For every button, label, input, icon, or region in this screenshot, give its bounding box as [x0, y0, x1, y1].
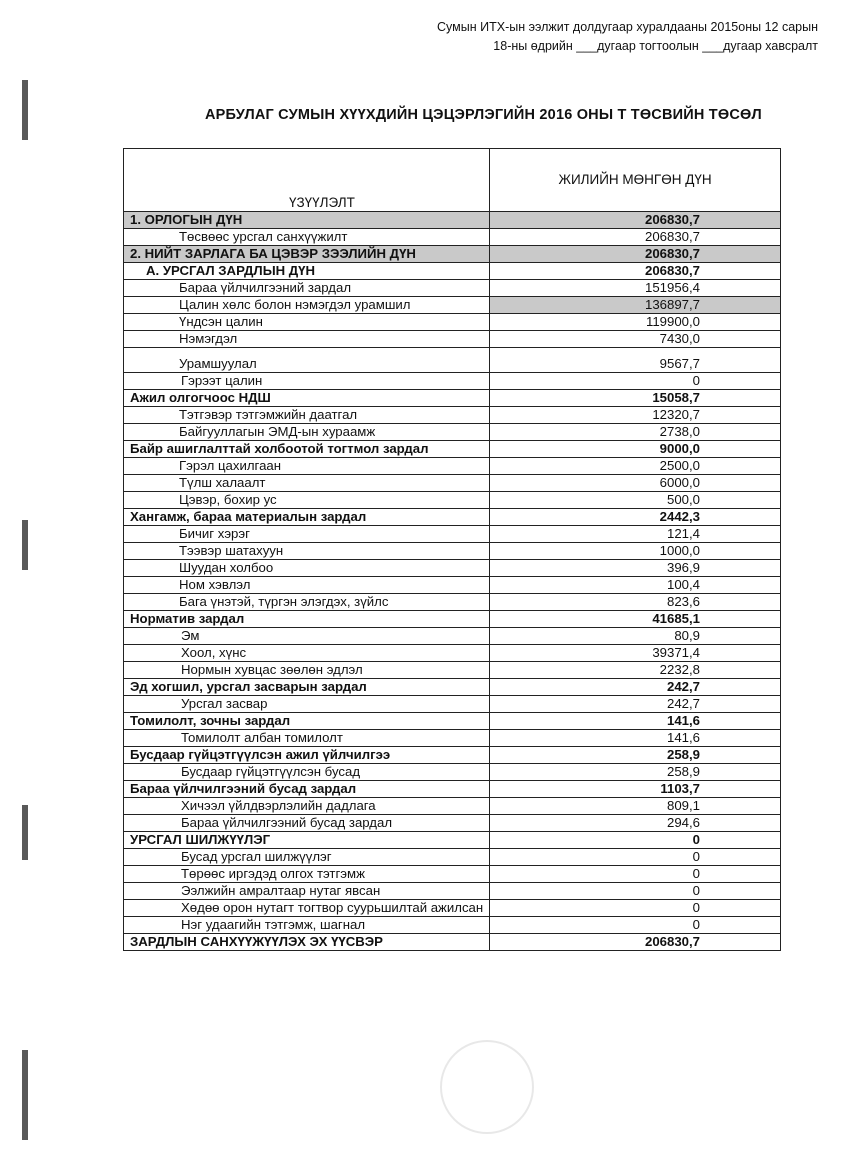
table-row [124, 509, 781, 526]
row-label: Ээлжийн амралтаар нутаг явсан [124, 883, 490, 900]
row-amount: 121,4 [490, 526, 781, 543]
row-label: Түлш халаалт [124, 475, 490, 492]
row-label: Ажил олгогчоос НДШ [124, 390, 490, 407]
row-label: Хангамж, бараа материалын зардал [124, 509, 490, 526]
row-amount: 9567,7 [490, 348, 781, 373]
table-row [124, 747, 781, 764]
row-amount: 500,0 [490, 492, 781, 509]
row-label: Нэг удаагийн тэтгэмж, шагнал [124, 917, 490, 934]
row-label: Эд хогшил, урсгал засварын зардал [124, 679, 490, 696]
row-amount: 141,6 [490, 713, 781, 730]
table-header-row [124, 149, 781, 212]
row-label: Норматив зардал [124, 611, 490, 628]
table-row [124, 297, 781, 314]
table-row [124, 543, 781, 560]
row-amount: 7430,0 [490, 331, 781, 348]
row-amount: 0 [490, 832, 781, 849]
table-row [124, 611, 781, 628]
row-label: Байгууллагын ЭМД-ын хураамж [124, 424, 490, 441]
row-label: Шуудан холбоо [124, 560, 490, 577]
table-row [124, 849, 781, 866]
table-row [124, 373, 781, 390]
table-row [124, 560, 781, 577]
row-label: Гэрээт цалин [124, 373, 490, 390]
row-amount: 1103,7 [490, 781, 781, 798]
table-row [124, 475, 781, 492]
row-amount: 0 [490, 900, 781, 917]
row-label: Урсгал засвар [124, 696, 490, 713]
row-label: Цалин хөлс болон нэмэгдэл урамшил [124, 297, 490, 314]
scan-edge-mark [22, 805, 28, 860]
row-amount: 258,9 [490, 747, 781, 764]
row-amount: 258,9 [490, 764, 781, 781]
row-label: Бусад урсгал шилжүүлэг [124, 849, 490, 866]
table-row [124, 263, 781, 280]
row-label: Байр ашиглалттай холбоотой тогтмол зардал [124, 441, 490, 458]
budget-table [123, 148, 781, 951]
row-label: Тэтгэвэр тэтгэмжийн даатгал [124, 407, 490, 424]
table-row [124, 917, 781, 934]
table-row [124, 696, 781, 713]
row-amount: 100,4 [490, 577, 781, 594]
row-amount: 823,6 [490, 594, 781, 611]
table-row [124, 730, 781, 747]
table-row [124, 407, 781, 424]
row-amount: 206830,7 [490, 263, 781, 280]
table-row [124, 832, 781, 849]
table-row [124, 390, 781, 407]
row-label: Бараа үйлчилгээний бусад зардал [124, 815, 490, 832]
table-row [124, 280, 781, 297]
row-label: Томилолт, зочны зардал [124, 713, 490, 730]
row-label: Тээвэр шатахуун [124, 543, 490, 560]
row-amount: 80,9 [490, 628, 781, 645]
row-amount: 206830,7 [490, 246, 781, 263]
row-amount: 206830,7 [490, 212, 781, 229]
table-row [124, 713, 781, 730]
row-amount: 0 [490, 866, 781, 883]
row-label: Бага үнэтэй, түргэн элэгдэх, зүйлс [124, 594, 490, 611]
table-row [124, 441, 781, 458]
row-amount: 41685,1 [490, 611, 781, 628]
column-header-amount: ЖИЛИЙН МӨНГӨН ДҮН [490, 149, 781, 212]
table-row [124, 314, 781, 331]
row-amount: 1000,0 [490, 543, 781, 560]
row-label: Нэмэгдэл [124, 331, 490, 348]
row-label: УРСГАЛ ШИЛЖҮҮЛЭГ [124, 832, 490, 849]
table-row [124, 662, 781, 679]
table-row [124, 815, 781, 832]
row-label: Хичээл үйлдвэрлэлийн дадлага [124, 798, 490, 815]
row-amount: 242,7 [490, 696, 781, 713]
row-label: Нормын хувцас зөөлөн эдлэл [124, 662, 490, 679]
table-row [124, 900, 781, 917]
row-amount: 206830,7 [490, 934, 781, 951]
table-row [124, 577, 781, 594]
row-label: Бичиг хэрэг [124, 526, 490, 543]
table-row [124, 679, 781, 696]
row-amount: 6000,0 [490, 475, 781, 492]
scan-edge-mark [22, 520, 28, 570]
row-amount: 0 [490, 849, 781, 866]
row-label: Бараа үйлчилгээний бусад зардал [124, 781, 490, 798]
table-row [124, 458, 781, 475]
table-row [124, 594, 781, 611]
row-label: Төрөөс иргэдэд олгох тэтгэмж [124, 866, 490, 883]
row-amount: 0 [490, 917, 781, 934]
table-row [124, 934, 781, 951]
row-amount: 2738,0 [490, 424, 781, 441]
row-amount: 0 [490, 883, 781, 900]
row-label: Хөдөө орон нутагт тогтвор суурьшилтай ажилсан [124, 900, 490, 917]
table-row [124, 348, 781, 373]
table-row [124, 424, 781, 441]
row-amount: 0 [490, 373, 781, 390]
scan-edge-mark [22, 1050, 28, 1140]
row-label: Гэрэл цахилгаан [124, 458, 490, 475]
row-amount: 2442,3 [490, 509, 781, 526]
row-amount: 396,9 [490, 560, 781, 577]
scan-edge-mark [22, 80, 28, 140]
table-row [124, 212, 781, 229]
table-row [124, 331, 781, 348]
appendix-note-line2: 18-ны өдрийн ___дугаар тогтоолын ___дугаар хавсралт [493, 39, 818, 53]
row-label: Урамшуулал [124, 348, 490, 373]
row-label: Томилолт албан томилолт [124, 730, 490, 747]
row-label: 2. НИЙТ ЗАРЛАГА БА ЦЭВЭР ЗЭЭЛИЙН ДҮН [124, 246, 490, 263]
row-amount: 39371,4 [490, 645, 781, 662]
table-row [124, 229, 781, 246]
row-label: Ном хэвлэл [124, 577, 490, 594]
table-row [124, 628, 781, 645]
table-row [124, 883, 781, 900]
row-amount: 119900,0 [490, 314, 781, 331]
row-amount: 206830,7 [490, 229, 781, 246]
row-amount: 242,7 [490, 679, 781, 696]
document-title: АРБУЛАГ СУМЫН ХҮҮХДИЙН ЦЭЦЭРЛЭГИЙН 2016 ОНЫ Т ТӨСВИЙН ТӨСӨЛ [205, 107, 762, 123]
row-amount: 136897,7 [490, 297, 781, 314]
row-label: Бусдаар гүйцэтгүүлсэн ажил үйлчилгээ [124, 747, 490, 764]
column-header-item: ҮЗҮҮЛЭЛТ [124, 149, 490, 212]
table-row [124, 246, 781, 263]
table-row [124, 526, 781, 543]
table-row [124, 645, 781, 662]
row-amount: 141,6 [490, 730, 781, 747]
row-label: ЗАРДЛЫН САНХҮҮЖҮҮЛЭХ ЭХ ҮҮСВЭР [124, 934, 490, 951]
table-row [124, 781, 781, 798]
row-amount: 2500,0 [490, 458, 781, 475]
row-label: А. УРСГАЛ ЗАРДЛЫН ДҮН [124, 263, 490, 280]
row-amount: 12320,7 [490, 407, 781, 424]
row-label: Бусдаар гүйцэтгүүлсэн бусад [124, 764, 490, 781]
row-amount: 9000,0 [490, 441, 781, 458]
faint-stamp-seal [440, 1040, 534, 1134]
row-label: Хоол, хүнс [124, 645, 490, 662]
row-label: Цэвэр, бохир ус [124, 492, 490, 509]
row-label: 1. ОРЛОГЫН ДҮН [124, 212, 490, 229]
row-label: Бараа үйлчилгээний зардал [124, 280, 490, 297]
appendix-note [398, 18, 818, 56]
table-row [124, 798, 781, 815]
row-amount: 15058,7 [490, 390, 781, 407]
appendix-note-line1: Сумын ИТХ-ын ээлжит долдугаар хуралдааны 2015оны 12 сарын [437, 20, 818, 34]
table-row [124, 492, 781, 509]
row-amount: 151956,4 [490, 280, 781, 297]
row-amount: 809,1 [490, 798, 781, 815]
table-row [124, 866, 781, 883]
row-label: Төсвөөс урсгал санхүүжилт [124, 229, 490, 246]
table-row [124, 764, 781, 781]
row-label: Эм [124, 628, 490, 645]
row-amount: 294,6 [490, 815, 781, 832]
row-amount: 2232,8 [490, 662, 781, 679]
row-label: Үндсэн цалин [124, 314, 490, 331]
